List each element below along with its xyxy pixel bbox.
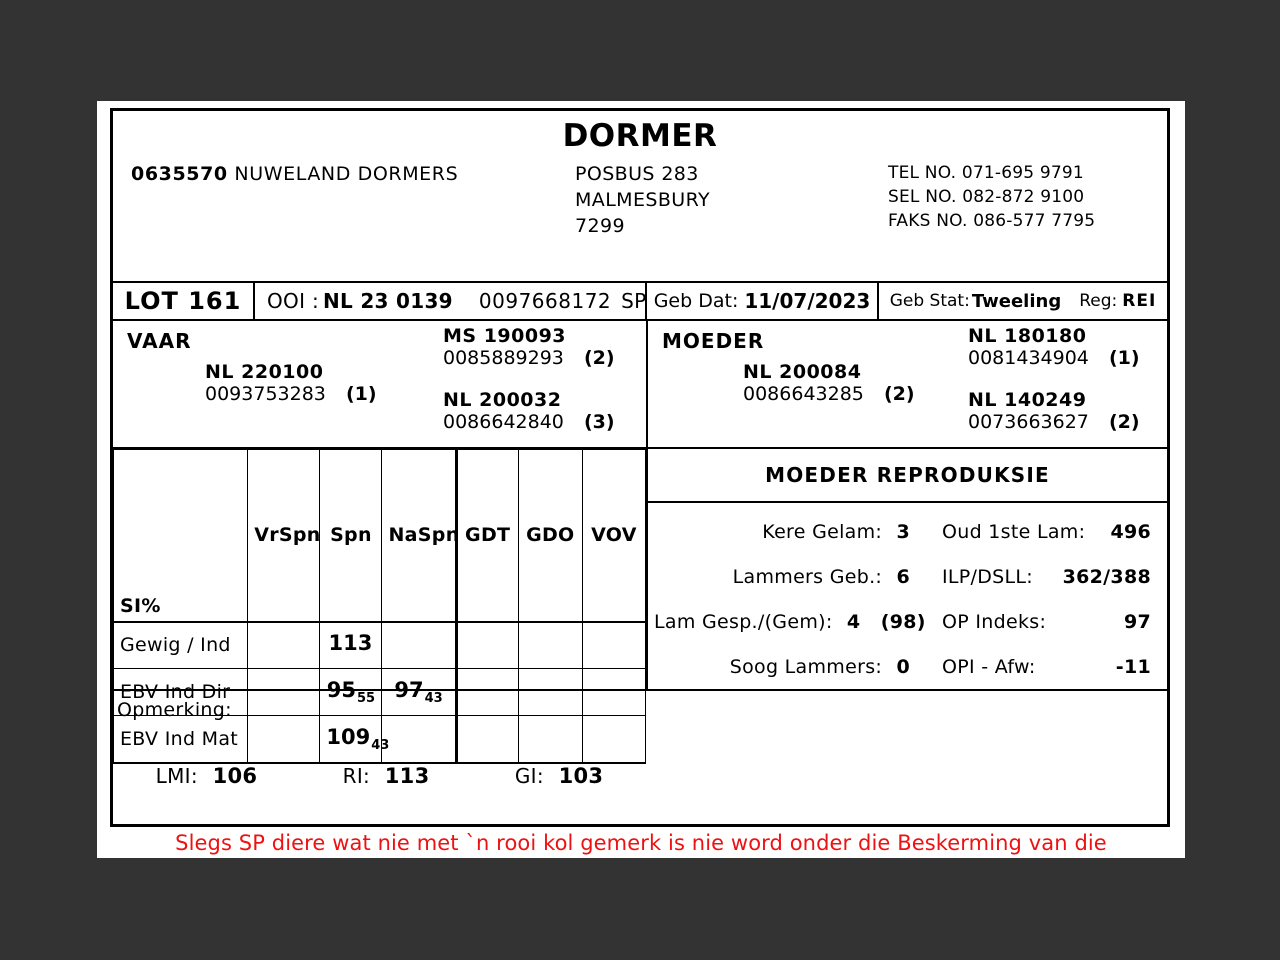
oud-1ste-lam-stat: [924, 521, 1151, 543]
sire-name: NL 220100: [205, 361, 324, 383]
si-col-naspn: NaSpn: [382, 450, 456, 622]
lam-gesp-stat: [654, 611, 924, 633]
owner-code: 0635570: [131, 163, 228, 185]
lammers-geb-label: Lammers Geb.:: [732, 565, 883, 588]
lmi-label: LMI:: [155, 764, 198, 788]
sire-dam-id: 0086642840: [443, 411, 564, 433]
si-header-row: [114, 450, 646, 622]
lot-number: LOT 161: [113, 283, 255, 319]
si-gewig-spn: 113: [320, 622, 382, 669]
kere-gelam-label: Kere Gelam:: [762, 520, 883, 543]
opi-afw-stat: [924, 656, 1151, 678]
table-row: [114, 622, 646, 669]
sire-sire-entry: [443, 325, 615, 369]
birth-date-value: 11/07/2023: [744, 289, 871, 313]
owner-line: [131, 163, 458, 185]
dam-panel: [648, 321, 1167, 447]
list-item: [654, 644, 1151, 689]
kere-gelam-stat: [654, 521, 924, 543]
sire-dam-entry: [443, 389, 615, 433]
list-item: [654, 509, 1151, 554]
gi-label: GI:: [514, 764, 544, 788]
pedigree-certificate-card: [110, 108, 1170, 827]
sire-sire-parity: (2): [583, 347, 615, 369]
op-indeks-label: OP Indeks:: [942, 610, 1047, 633]
list-item: [654, 554, 1151, 599]
ewe-identification: [255, 283, 647, 319]
lam-gesp-label: Lam Gesp./(Gem):: [654, 610, 833, 633]
birth-date-cell: [647, 283, 879, 319]
ooi-registration-number: 0097668172: [478, 289, 612, 313]
sire-dam-parity: (3): [583, 411, 615, 433]
lammers-geb-stat: [654, 566, 924, 588]
si-gewig-gdo: [518, 622, 582, 669]
birth-date-label: Geb Dat:: [653, 290, 739, 312]
birth-status-label: Geb Stat:: [889, 291, 970, 311]
fax-number: FAKS NO. 086-577 7795: [888, 211, 1096, 231]
si-gewig-vov: [582, 622, 645, 669]
ilp-dsll-label: ILP/DSLL:: [942, 565, 1034, 588]
registration-value: REI: [1122, 291, 1157, 311]
si-gewig-vrspn: [248, 622, 320, 669]
lam-gesp-average: (98): [880, 610, 926, 633]
soog-lammers-label: Soog Lammers:: [729, 655, 883, 678]
ooi-tag: NL 23 0139: [322, 289, 453, 313]
op-indeks-value: 97: [1123, 610, 1151, 633]
birth-status-value: Tweeling: [971, 290, 1062, 312]
dam-entry: [743, 361, 915, 405]
dam-sire-entry: [968, 325, 1140, 369]
sire-parity: (1): [345, 383, 377, 405]
remarks-section: [113, 691, 1167, 800]
soog-lammers-stat: [654, 656, 924, 678]
dam-sire-parity: (1): [1108, 347, 1140, 369]
op-indeks-stat: [924, 611, 1151, 633]
dam-dam-id: 0073663627: [968, 411, 1089, 433]
oud-1ste-lam-label: Oud 1ste Lam:: [942, 520, 1086, 543]
si-ebvdir-spn: $95_{55}$: [320, 669, 382, 716]
dam-sire-name: NL 180180: [968, 325, 1087, 347]
ilp-dsll-stat: [924, 566, 1151, 588]
sire-entry: [205, 361, 377, 405]
registration-label: Reg:: [1079, 291, 1118, 311]
oud-1ste-lam-value: 496: [1110, 520, 1151, 543]
dam-name: NL 200084: [743, 361, 862, 383]
sire-sire-id: 0085889293: [443, 347, 564, 369]
address-line-1: POSBUS 283: [575, 163, 699, 185]
si-col-vrspn: VrSpn: [248, 450, 320, 622]
sire-id: 0093753283: [205, 383, 326, 405]
dam-dam-name: NL 140249: [968, 389, 1087, 411]
dam-title: MOEDER: [662, 329, 765, 353]
sire-sire-name: MS 190093: [443, 325, 567, 347]
dam-dam-entry: [968, 389, 1140, 433]
dam-reproduction-title: MOEDER REPRODUKSIE: [648, 449, 1167, 503]
si-col-gdt: GDT: [456, 450, 518, 622]
lmi-value: 106: [212, 764, 258, 788]
gi-value: 103: [558, 764, 604, 788]
kere-gelam-value: 3: [896, 520, 910, 543]
pedigree-block: [113, 321, 1167, 449]
sire-panel: [113, 321, 648, 447]
si-ebvdir-naspn: $97_{43}$: [382, 669, 456, 716]
si-ebvmat-spn: $109_{43}$: [320, 716, 382, 763]
lam-gesp-value: 4: [846, 610, 861, 633]
si-col-spn: Spn: [320, 450, 382, 622]
opi-afw-value: -11: [1115, 655, 1151, 678]
protection-notice: Slegs SP diere wat nie met `n rooi kol gemerk is nie word onder die Beskerming van die: [175, 831, 1107, 855]
sire-title: VAAR: [127, 329, 192, 353]
ooi-sp-marker: SP: [621, 289, 647, 313]
list-item: [654, 599, 1151, 644]
si-row-label-ebv-mat: EBV Ind Mat: [114, 716, 248, 763]
postal-address: [575, 161, 710, 239]
ri-value: 113: [384, 764, 430, 788]
dam-parity: (2): [883, 383, 915, 405]
dam-id: 0086643285: [743, 383, 864, 405]
certificate-header: [113, 111, 1167, 283]
dam-sire-id: 0081434904: [968, 347, 1089, 369]
birth-status-cell: [879, 283, 1167, 319]
lot-identification-row: [113, 283, 1167, 321]
si-col-gdo: GDO: [518, 450, 582, 622]
opi-afw-label: OPI - Afw:: [942, 655, 1036, 678]
si-corner-label: SI%: [114, 450, 248, 622]
contact-details: [888, 161, 1095, 233]
telephone-number: TEL NO. 071-695 9791: [888, 163, 1084, 183]
ri-label: RI:: [342, 764, 371, 788]
ilp-dsll-value: 362/388: [1062, 565, 1151, 588]
dam-dam-parity: (2): [1108, 411, 1140, 433]
soog-lammers-value: 0: [896, 655, 910, 678]
si-row-label-gewig: Gewig / Ind: [114, 622, 248, 669]
sire-dam-name: NL 200032: [443, 389, 562, 411]
si-col-vov: VOV: [582, 450, 645, 622]
si-row-label-ebv-dir: EBV Ind Dir: [114, 669, 248, 716]
dam-reproduction-body: [648, 503, 1167, 689]
breed-title: DORMER: [562, 118, 718, 154]
ooi-label: OOI :: [267, 289, 319, 313]
address-line-2: MALMESBURY: [575, 189, 710, 211]
si-gewig-gdt: [456, 622, 518, 669]
owner-name: NUWELAND DORMERS: [234, 163, 459, 185]
cellphone-number: SEL NO. 082-872 9100: [888, 187, 1085, 207]
remarks-label: Opmerking:: [117, 699, 232, 721]
si-gewig-naspn: [382, 622, 456, 669]
address-line-3: 7299: [575, 215, 625, 237]
dam-reproduction-panel: [648, 449, 1167, 689]
lammers-geb-value: 6: [896, 565, 910, 588]
